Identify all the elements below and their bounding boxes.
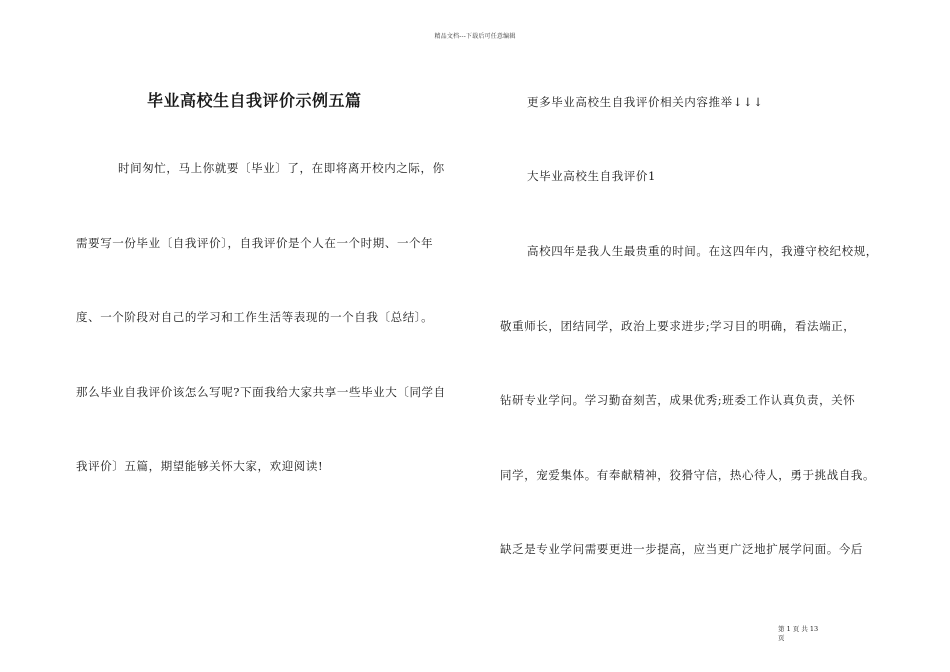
page-number-line: 页	[778, 634, 785, 642]
section-heading: 大毕业高校生自我评价1	[527, 169, 656, 183]
right-paragraph-line: 缺乏是专业学问需要更进一步提高，应当更广泛地扩展学问面。今后	[500, 542, 863, 556]
right-paragraph-line: 钻研专业学问。学习勤奋刻苦，成果优秀;班委工作认真负责，关怀	[500, 393, 856, 407]
header-note: 精品文档---下载后可任意编辑	[434, 33, 516, 40]
right-paragraph-line: 高校四年是我人生最贵重的时间。在这四年内，我遵守校纪校规，	[527, 244, 878, 258]
left-paragraph-line: 度、一个阶段对自己的学习和工作生活等表现的一个自我〔总结〕。	[76, 310, 434, 324]
right-paragraph-line: 同学，宠爱集体。有奉献精神，狡猾守信，热心待人，勇于挑战自我。	[500, 468, 876, 482]
page-number-line: 第 1 页 共 13	[778, 625, 819, 633]
left-paragraph-line: 那么毕业自我评价该怎么写呢?下面我给大家共享一些毕业大〔同学自	[76, 385, 446, 399]
left-paragraph-line: 时间匆忙，马上你就要〔毕业〕了，在即将离开校内之际，你	[118, 161, 445, 175]
document-title: 毕业高校生自我评价示例五篇	[147, 91, 362, 110]
left-paragraph-line: 我评价〕五篇，期望能够关怀大家，欢迎阅读!	[76, 459, 324, 473]
more-content-note: 更多毕业高校生自我评价相关内容推举↓↓↓	[527, 95, 764, 109]
right-paragraph-line: 敬重师长，团结同学，政治上要求进步;学习目的明确，看法端正，	[500, 319, 856, 333]
left-paragraph-line: 需要写一份毕业〔自我评价〕，自我评价是个人在一个时期、一个年	[76, 236, 434, 250]
page-number	[778, 625, 818, 643]
